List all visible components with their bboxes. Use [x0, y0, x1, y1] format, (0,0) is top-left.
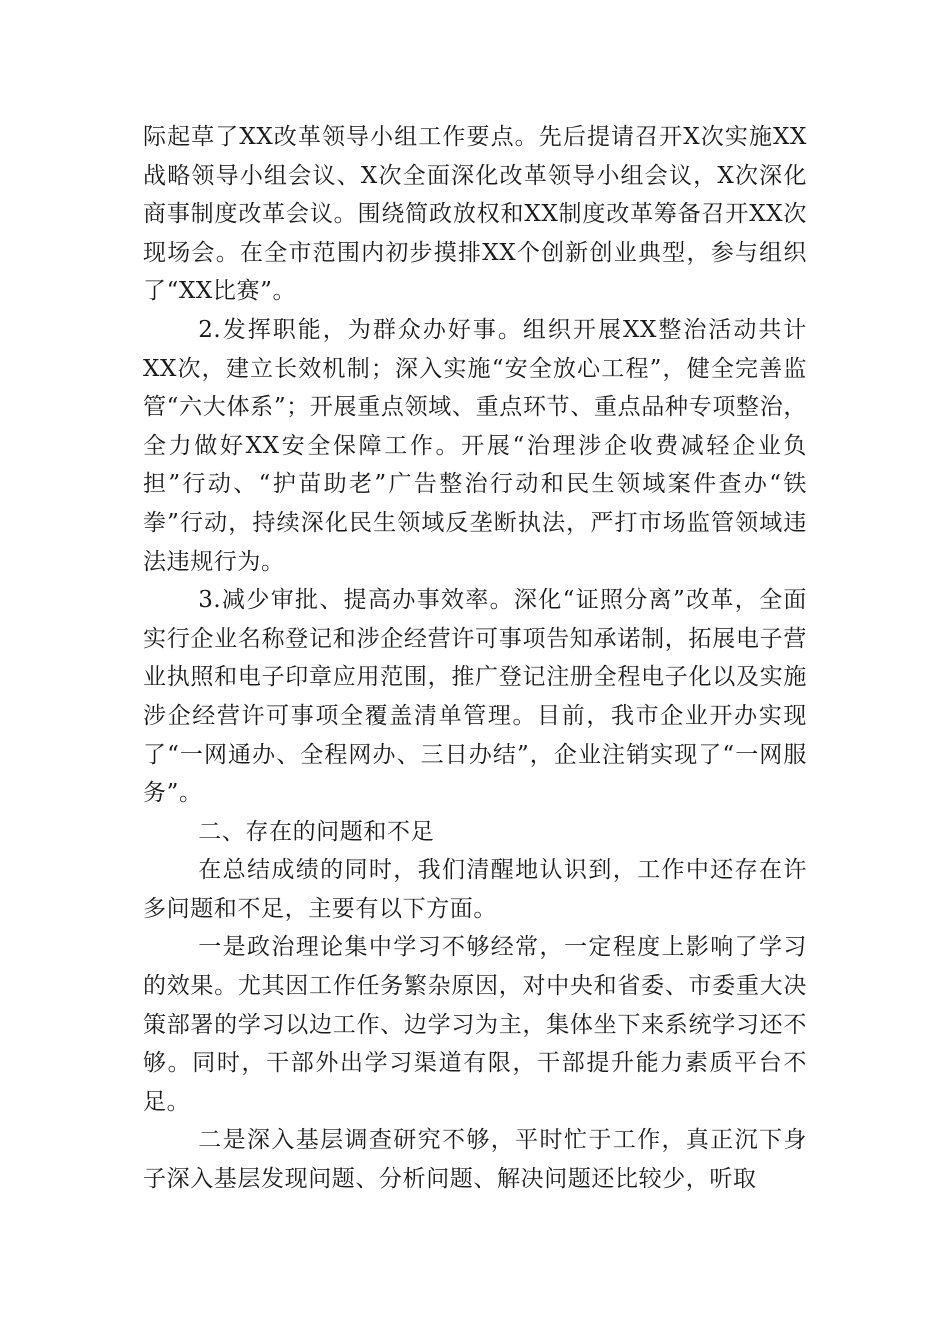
paragraph-2: 2.发挥职能，为群众办好事。组织开展XX整治活动共计XX次，建立长效机制；深入实施“安全放心工程”，健全完善监管“六大体系”；开展重点领域、重点环节、重点品种专项整治，全力做好XX安全保障工作。开展“治理涉企收费减轻企业负担”行动、“护苗助老”广告整治行动和民生领域案件查办“铁拳”行动，持续深化民生领域反垄断执法，严打市场监管领域违法违规行为。: [143, 316, 807, 575]
paragraph-6: 一是政治理论集中学习不够经常，一定程度上影响了学习的效果。尤其因工作任务繁杂原因，对中央和省委、市委重大决策部署的学习以边工作、边学习为主，集体坐下来系统学习还不够。同时，干部外出学习渠道有限，干部提升能力素质平台不足。: [143, 934, 807, 1115]
section-heading-problems: 二、存在的问题和不足: [198, 818, 435, 845]
paragraph-7: 二是深入基层调查研究不够，平时忙于工作，真正沉下身子深入基层发现问题、分析问题、解决问题还比较少，听取: [143, 1127, 807, 1193]
document-body: [143, 118, 807, 1199]
paragraph-5: 在总结成绩的同时，我们清醒地认识到，工作中还存在许多问题和不足，主要有以下方面。: [143, 857, 807, 922]
paragraph-1: 际起草了XX改革领导小组工作要点。先后提请召开X次实施XX战略领导小组会议、X次全面深化改革领导小组会议，X次深化商事制度改革会议。围绕简政放权和XX制度改革筹备召开XX次现场会。在全市范围内初步摸排XX个创新创业典型，参与组织了“XX比赛”。: [143, 124, 807, 305]
paragraph-3: 3.减少审批、提高办事效率。深化“证照分离”改革，全面实行企业名称登记和涉企经营许可事项告知承诺制，拓展电子营业执照和电子印章应用范围，推广登记注册全程电子化以及实施涉企经营许可事项全覆盖清单管理。目前，我市企业开办实现了“一网通办、全程网办、三日办结”，企业注销实现了“一网服务”。: [143, 587, 807, 807]
